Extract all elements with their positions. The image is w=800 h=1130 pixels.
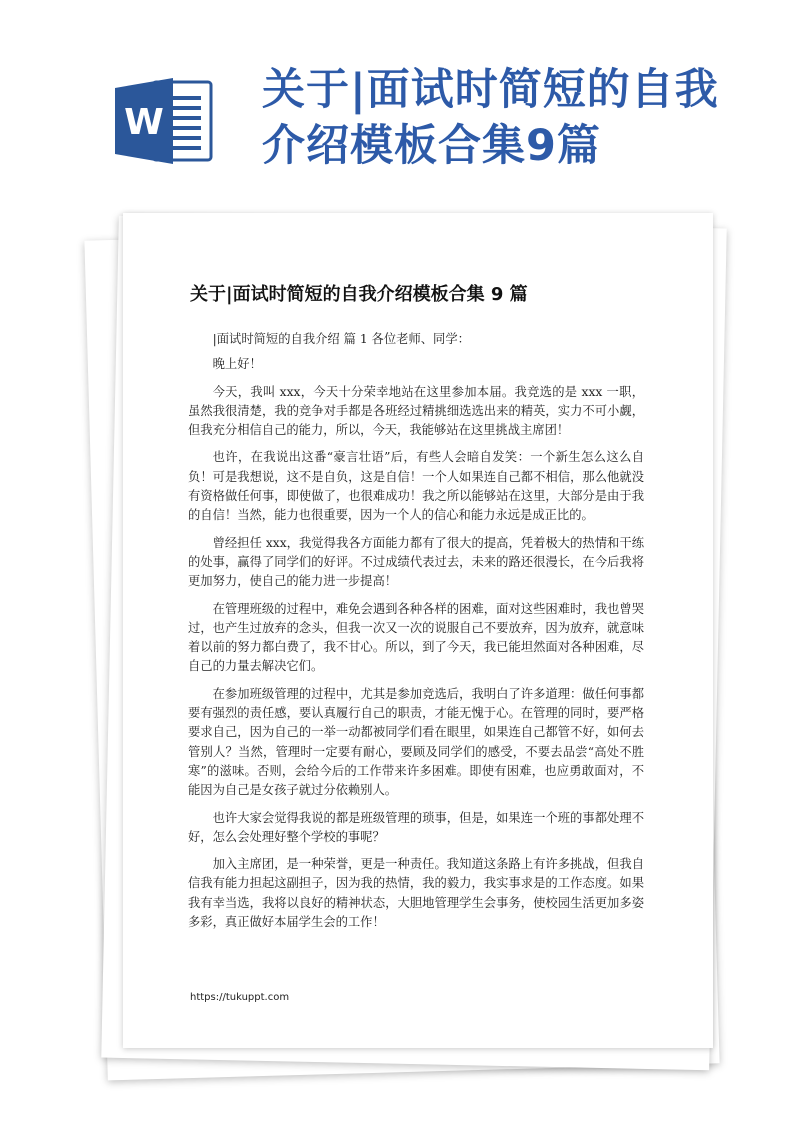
paragraph: 今天，我叫 xxx，今天十分荣幸地站在这里参加本届。我竞选的是 xxx 一职，虽然我很清楚，我的竞争对手都是各班经过精挑细选选出来的精英，实力不可小觑，但我充分相信自己的能力，所以，今天，我能够站在这里挑战主席团！ [188,384,644,438]
document-title: 关于|面试时简短的自我介绍模板合集 9 篇 [190,284,528,305]
paragraph: 曾经担任 xxx，我觉得我各方面能力都有了很大的提高，凭着极大的热情和干练的处事，赢得了同学们的好评。不过成绩代表过去，未来的路还很漫长，在今后我将更加努力，使自己的能力进一步提高！ [188,535,644,589]
paragraph: 在参加班级管理的过程中，尤其是参加竞选后，我明白了许多道理：做任何事都要有强烈的责任感，要认真履行自己的职责，才能无愧于心。在管理的同时，要严格要求自己，因为自己的一举一动都被同学们看在眼里，如果连自己都管不好，如何去管别人？当然，管理时一定要有耐心，要顾及同学们的感受，不要去品尝“高处不胜寒”的滋味。否则，会给今后的工作带来许多困难。即使有困难，也应勇敢面对，不能因为自己是女孩子就过分依赖别人。 [188,686,644,798]
paragraph: |面试时简短的自我介绍 篇 1 各位老师、同学： [212,332,470,346]
document-body [188,330,644,940]
paragraph: 晚上好！ [212,357,262,372]
footer-url[interactable]: https://tukuppt.com [190,992,290,1003]
word-icon-letter: W [124,102,164,143]
word-document-icon [115,78,215,164]
paragraph: 在管理班级的过程中，难免会遇到各种各样的困难，面对这些困难时，我也曾哭过，也产生过放弃的念头，但我一次又一次的说服自己不要放弃，因为放弃，就意味着以前的努力都白费了，我不甘心。所以，到了今天，我已能坦然面对各种困难，尽自己的力量去解决它们。 [188,601,644,674]
banner-title: 关于|面试时简短的自我介绍模板合集9篇 [262,65,719,171]
paragraph: 也许，在我说出这番“豪言壮语”后，有些人会暗自发笑：一个新生怎么这么自负！可是我想说，这不是自负，这是自信！一个人如果连自己都不相信，那么他就没有资格做任何事，即使做了，也很难成功！我之所以能够站在这里，大部分是由于我的自信！当然，能力也很重要，因为一个人的信心和能力永远是成正比的。 [188,450,644,523]
paragraph: 加入主席团，是一种荣誉，更是一种责任。我知道这条路上有许多挑战，但我自信我有能力担起这副担子，因为我的热情，我的毅力，我实事求是的工作态度。如果我有幸当选，我将以良好的精神状态，大胆地管理学生会事务，使校园生活更加多姿多彩，真正做好本届学生会的工作！ [188,857,644,930]
banner-header [0,0,800,200]
paragraph: 也许大家会觉得我说的都是班级管理的琐事，但是，如果连一个班的事都处理不好，怎么会处理好整个学校的事呢？ [188,810,644,844]
